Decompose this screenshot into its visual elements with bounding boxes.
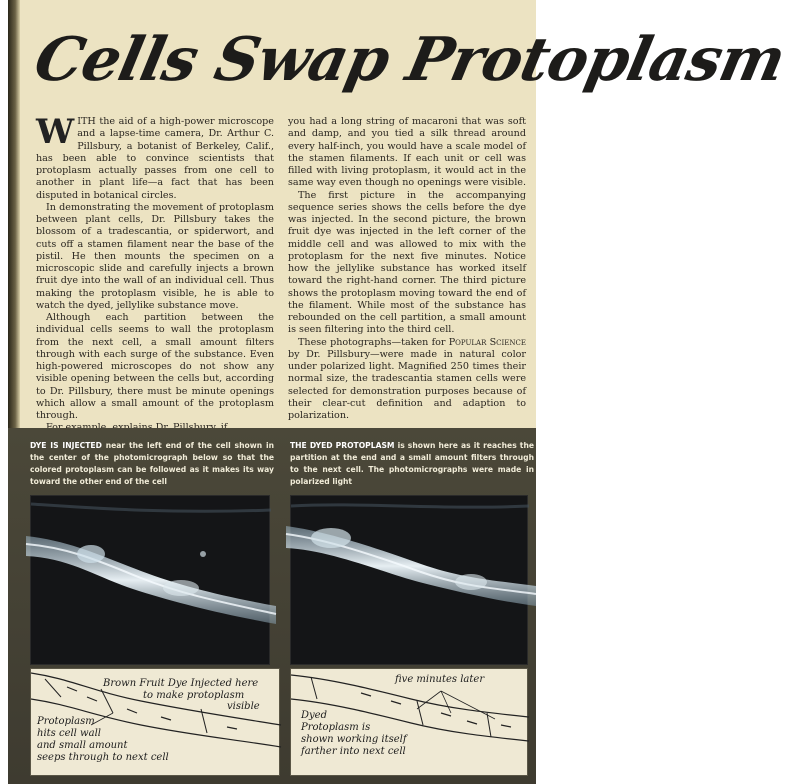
diagram-sketch-right	[290, 668, 528, 776]
caption-right	[290, 440, 534, 488]
left-text-column	[36, 112, 274, 435]
paragraph-intro	[36, 112, 274, 202]
sketch-left-note-2: hits cell wall	[37, 728, 101, 739]
photomicrograph-left	[30, 495, 270, 665]
sketch-left-label-1: Brown Fruit Dye Injected here	[103, 678, 259, 689]
paragraph-sequence: The first picture in the accompanying sequence series shows the cells before the dye was injected. In the second picture, the brown fruit dye was injected in the left corner of the middle cell and was allowed to mix with the protoplasm for the next five minutes. Notice how the jellylike substance has worked itself toward the right-hand corner. The third picture shows the protoplasm moving toward the end of the filament. While most of the substance has rebounded on the cell partition, a small amount is seen filtering into the third cell.	[288, 189, 526, 336]
magazine-name: Popular Science	[448, 336, 526, 348]
diagram-sketch-left	[30, 668, 280, 776]
paragraph-demonstration: In demonstrating the movement of protoplasm between plant cells, Dr. Pillsbury takes the blossom of a tradescantia, or spiderwort, and cuts off a stamen filament near the base of the pistil. He then mounts the specimen on a microscopic slide and carefully injects a brown fruit dye into the wall of an individual cell. Thus making the protoplasm visible, he is able to watch the dyed, jellylike substance move.	[36, 201, 274, 311]
caption-left	[30, 440, 274, 488]
paragraph-intro-text: ITH the aid of a high-power microscope and a lapse-time camera, Dr. Arthur C. Pillsbury, a botanist of Berkeley, Calif., has been able to convince scientists that protoplasm actually passes from one cell to another in plant life—a fact that has been disputed in botanical circles.	[36, 116, 274, 201]
caption-right-text: is shown here as it reaches the partition at the end and a small amount filters through to the next cell. The photomicrographs were made in polarized light	[290, 441, 534, 486]
sketch-left-note-4: seeps through to next cell	[37, 752, 169, 763]
sketch-left-label-3: visible	[227, 701, 260, 712]
dropcap-letter: W	[36, 112, 75, 152]
sketch-right-note-4: farther into next cell	[301, 746, 406, 757]
photomicrograph-right	[290, 495, 528, 665]
right-text-column	[288, 116, 526, 422]
sketch-right-label: five minutes later	[395, 674, 485, 685]
paragraph-macaroni: you had a long string of macaroni that was soft and damp, and you tied a silk thread around every half-inch, you would have a scale model of the stamen filaments. If each unit or cell was filled with living protoplasm, it would act in the same way even though no openings were visible.	[288, 116, 526, 189]
caption-right-lead: THE DYED PROTOPLASM	[290, 441, 395, 450]
article-title: Cells Swap Protoplasm	[28, 25, 791, 95]
caption-left-lead: DYE IS INJECTED	[30, 441, 102, 450]
sketch-left-note-1: Protoplasm	[37, 716, 95, 727]
sketch-right-note-2: Protoplasm is	[301, 722, 371, 733]
sketch-right-note-3: shown working itself	[301, 734, 407, 745]
magazine-page	[8, 0, 791, 784]
caption-left-text: near the left end of the cell shown in the center of the photomicrograph below so that the colored protoplasm can be followed as it makes its way toward the other end of the cell	[30, 441, 274, 486]
sketch-left-label-2: to make protoplasm	[143, 690, 245, 701]
sketch-right-note-1: Dyed	[301, 710, 327, 721]
sketch-left-note-3: and small amount	[37, 740, 128, 751]
paragraph-partition: Although each partition between the individual cells seems to wall the protoplasm from the next cell, a small amount filters through with each surge of the substance. Even high-powered microscopes do not show any visible opening between the cells but, according to Dr. Pillsbury, there must be minute openings which allow a small amount of the protoplasm through.	[36, 312, 274, 421]
stamen-filament-image-left	[31, 496, 271, 666]
stamen-filament-image-right	[291, 496, 529, 666]
paragraph-photographs: These photographs—taken for Popular Science by Dr. Pillsbury—were made in natural color under polarized light. Magnified 250 times their normal size, the tradescantia stamen cells were selected for demonstration purposes because of their clear-cut definition and adaption to polarization.	[288, 336, 526, 421]
